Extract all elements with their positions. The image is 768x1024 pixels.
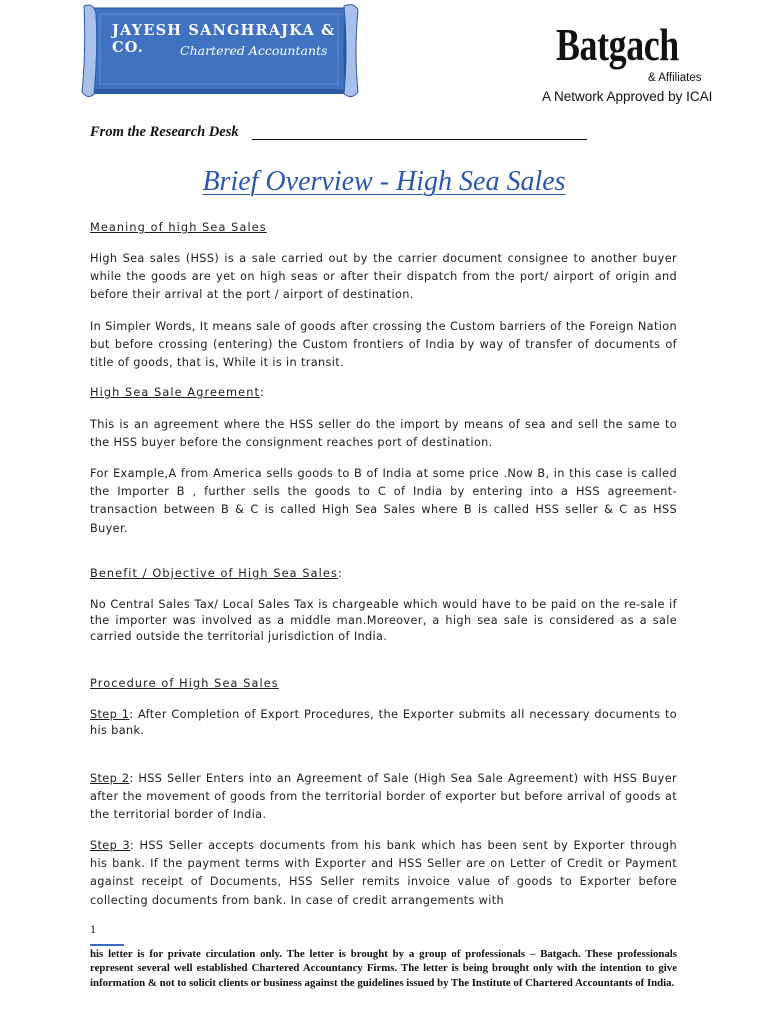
- section-heading-benefit: Benefit / Objective of High Sea Sales:: [90, 567, 343, 580]
- network-tagline: A Network Approved by ICAI: [542, 89, 713, 104]
- paragraph-agreement-1: This is an agreement where the HSS seller do the import by means of sea and sell the same to the HSS buyer before the consignment reaches port of destination.: [90, 418, 677, 450]
- step-3-text: : HSS Seller accepts documents from his bank which has been sent by Exporter through his bank. If the payment terms with Exporter and HSS Seller are on Letter of Credit or Payment against receipt of Documents, HSS Seller remits invoice value of goods to Exporter before collecting documents from bank. In case of credit arrangements with: [90, 839, 678, 907]
- footer-rule: [90, 944, 124, 946]
- section-heading-meaning: Meaning of high Sea Sales: [90, 221, 267, 234]
- page-number: 1: [90, 922, 96, 936]
- research-desk-rule: [252, 139, 587, 140]
- procedure-step-2: [90, 770, 677, 825]
- network-brand-logo: Batgach: [556, 19, 679, 70]
- step-2-label: Step 2: [90, 772, 130, 785]
- step-2-text: : HSS Seller Enters into an Agreement of Sale (High Sea Sale Agreement) with HSS Buyer after the movement of goods from the territorial border of exporter but before arrival of goods at the territorial border of India.: [90, 772, 677, 822]
- paragraph-meaning-1: High Sea sales (HSS) is a sale carried out by the carrier document consignee to another buyer while the goods are yet on high seas or after their dispatch from the port/ airport of origin and before their arrival at the port / airport of destination.: [90, 252, 677, 302]
- paragraph-agreement-2: For Example,A from America sells goods to B of India at some price .Now B, in this case is called the Importer B , further sells the goods to C of India by entering into a HSS agreement-transaction between B & C is called High Sea Sales where B is called HSS seller & C as HSS Buyer.: [90, 467, 677, 535]
- section-heading-procedure: Procedure of High Sea Sales: [90, 677, 279, 690]
- step-1-text: : After Completion of Export Procedures, the Exporter submits all necessary documents to his bank.: [90, 708, 677, 737]
- firm-subtitle: Chartered Accountants: [180, 43, 328, 58]
- paragraph-meaning-2: In Simpler Words, It means sale of goods after crossing the Custom barriers of the Foreign Nation but before crossing (entering) the Custom frontiers of India by way of transfer of documents of title of goods, that is, While it is in transit.: [90, 320, 677, 370]
- research-desk-label: From the Research Desk: [90, 124, 239, 140]
- section-heading-agreement: High Sea Sale Agreement:: [90, 386, 265, 399]
- procedure-step-3: [90, 837, 677, 910]
- step-1-label: Step 1: [90, 708, 130, 721]
- document-title: [0, 166, 768, 198]
- footer-disclaimer: his letter is for private circulation only. The letter is brought by a group of professionals – Batgach. These professionals represent several well established Chartered Accountancy Firms. The letter is being brought only with the intention to give information & not to solicit clients or business against the guidelines issued by The Institute of Chartered Accountants of India.: [90, 948, 677, 989]
- network-affiliates: & Affiliates: [648, 72, 702, 84]
- document-title-text: Brief Overview - High Sea Sales: [202, 166, 566, 197]
- paragraph-benefit: No Central Sales Tax/ Local Sales Tax is chargeable which would have to be paid on the re-sale if the importer was involved as a middle man.Moreover, a high sea sale is considered as a sale carried outside the territorial jurisdiction of India.: [90, 598, 677, 643]
- step-3-label: Step 3: [90, 839, 130, 852]
- firm-name: JAYESH SANGHRAJKA & CO.: [112, 22, 336, 56]
- procedure-step-1: [90, 707, 677, 739]
